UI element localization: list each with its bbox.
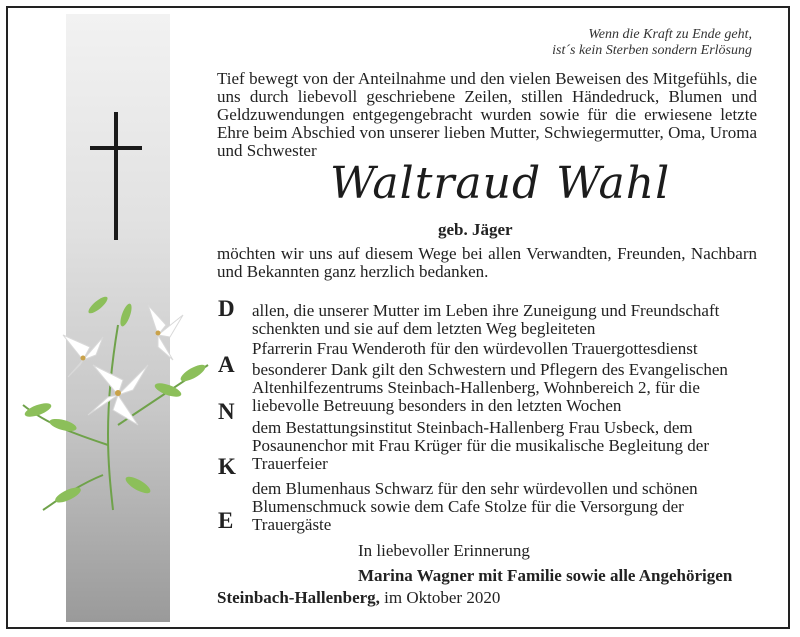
cross-icon	[90, 112, 142, 242]
acknowledgement-2: Pfarrerin Frau Wenderoth für den würdevollen Trauergottesdienst	[252, 339, 698, 358]
danke-letter-n: N	[218, 399, 235, 424]
danke-letter-k: K	[218, 454, 236, 479]
deceased-name: Waltraud Wahl	[330, 158, 671, 209]
place: Steinbach-Hallenberg,	[217, 588, 380, 607]
acknowledgement-4: dem Bestattungsinstitut Steinbach-Hallenberg Frau Usbeck, dem Posaunenchor mit Frau Krüger für die musikalische Begleitung der Trauerfeier	[252, 418, 709, 473]
acknowledgement-5: dem Blumenhaus Schwarz für den sehr würdevollen und schönen Blumenschmuck sowie dem Cafe Stolze für die Versorgung der Trauergäste	[252, 479, 698, 534]
acknowledgement-1: allen, die unserer Mutter im Leben ihre Zuneigung und Freundschaft schenkten und sie auf dem letzten Weg begleiteten	[252, 301, 720, 338]
place-date-line	[217, 588, 500, 608]
family-signature: Marina Wagner mit Familie sowie alle Angehörigen	[358, 566, 733, 585]
motto-line-1: Wenn die Kraft zu Ende geht,	[588, 27, 752, 42]
thanks-paragraph: möchten wir uns auf diesem Wege bei allen Verwandten, Freunden, Nachbarn und Bekannten ganz herzlich bedanken.	[217, 244, 757, 281]
danke-letter-a: A	[218, 352, 235, 377]
danke-letter-e: E	[218, 508, 234, 533]
intro-paragraph: Tief bewegt von der Anteilnahme und den vielen Beweisen des Mitgefühls, die uns durch liebevoll geschriebene Zeilen, stillen Händedruck, Blumen und Geldzuwendungen entgegengebracht wurden sowie für die erwiesene letzte Ehre beim Abschied von unserer lieben Mutter, Schwiegermutter, Oma, Uroma und Schwester	[217, 69, 757, 160]
motto-line-2: ist´s kein Sterben sondern Erlösung	[552, 43, 752, 58]
birth-name: geb. Jäger	[438, 220, 513, 239]
date: im Oktober 2020	[384, 588, 501, 607]
closing-line: In liebevoller Erinnerung	[358, 541, 530, 560]
lily-flowers-image	[8, 285, 218, 515]
acknowledgement-3: besonderer Dank gilt den Schwestern und Pflegern des Evangelischen Altenhilfezentrums Steinbach-Hallenberg, Wohnbereich 2, für die liebevolle Betreuung besonders in den letzten Wochen	[252, 360, 728, 415]
danke-letter-d: D	[218, 296, 235, 321]
motto	[552, 27, 752, 59]
